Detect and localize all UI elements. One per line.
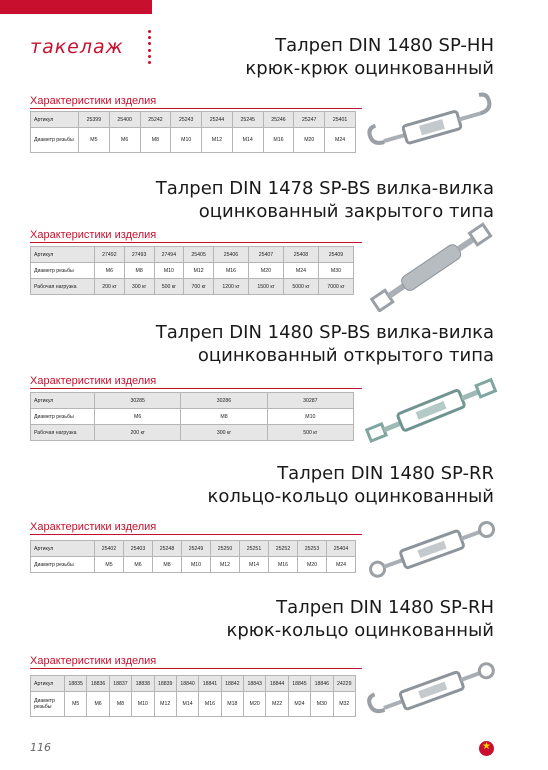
turnbuckle-jaw-closed-image xyxy=(362,222,502,312)
spec-table-hh xyxy=(30,111,356,153)
table-row: Артикул 27492 27493 27494 25405 25406 25407 25408 25409 xyxy=(31,247,354,263)
spec-table-rh xyxy=(30,675,356,717)
spec-table-bs-open xyxy=(30,392,354,441)
spec-header: Характеристики изделия xyxy=(30,521,157,533)
table-row: Рабочая нагрузка 200 кг 300 кг 500 кг 700 кг 1200 кг 1500 кг 5000 кг 7000 кг xyxy=(31,279,354,295)
china-flag-icon xyxy=(479,741,494,756)
table-row: Диаметр резьбы M5 M6 M8 M10 M12 M14 M16 M20 M24 xyxy=(31,128,356,153)
product-title-rh: Талреп DIN 1480 SP-RH крюк-кольцо оцинкованный xyxy=(226,597,494,641)
spec-divider xyxy=(30,388,362,389)
table-row: Артикул 30285 30286 30287 xyxy=(31,393,354,409)
table-row: Артикул 25402 25403 25248 25249 25250 25251 25252 25253 25404 xyxy=(31,541,356,557)
spec-header: Характеристики изделия xyxy=(30,375,157,387)
turnbuckle-hook-eye-image xyxy=(364,650,502,726)
spec-table-rr xyxy=(30,540,356,573)
product-title-bs-open: Талреп DIN 1480 SP-BS вилка-вилка оцинкованный открытого типа xyxy=(155,322,494,366)
turnbuckle-eye-eye-image xyxy=(364,514,502,584)
turnbuckle-hook-hook-image xyxy=(362,84,502,156)
table-row: Рабочая нагрузка 200 кг 300 кг 500 кг xyxy=(31,425,354,441)
spec-divider xyxy=(30,242,362,243)
table-row: Диаметр резьбы M6 M8 M10 xyxy=(31,409,354,425)
spec-table-bs-closed xyxy=(30,246,354,295)
spec-header: Характеристики изделия xyxy=(30,655,157,667)
table-row: Диаметр резьбы M5 M6 M8 M10 M12 M14 M16 M20 M24 xyxy=(31,557,356,573)
product-title-hh: Талреп DIN 1480 SP-HH крюк-крюк оцинкованный xyxy=(245,35,494,79)
table-row: Диаметр резьбы M6 M8 M10 M12 M16 M20 M24 M30 xyxy=(31,263,354,279)
table-row: Артикул 25399 25400 25242 25243 25244 25245 25246 25247 25401 xyxy=(31,112,356,128)
section-tag: такелаж xyxy=(30,36,124,58)
spec-header: Характеристики изделия xyxy=(30,95,157,107)
product-title-rr: Талреп DIN 1480 SP-RR кольцо-кольцо оцинкованный xyxy=(207,463,494,507)
spec-header: Характеристики изделия xyxy=(30,229,157,241)
table-row: Диаметр резьбы M5 M6 M8 M10 M12 M14 M16 M18 M20 M22 M24 M30 M32 xyxy=(31,692,356,717)
page-number: 116 xyxy=(30,741,51,754)
spec-divider xyxy=(30,108,362,109)
top-accent-bar xyxy=(0,0,152,14)
spec-divider xyxy=(30,534,362,535)
product-title-bs-closed: Талреп DIN 1478 SP-BS вилка-вилка оцинкованный закрытого типа xyxy=(155,178,494,222)
spec-divider xyxy=(30,668,362,669)
turnbuckle-jaw-open-image xyxy=(362,370,502,450)
section-divider-dots xyxy=(148,30,152,64)
table-row: Артикул 18835 18836 18837 18838 18839 18840 18841 18842 18843 18844 18845 18846 24229 xyxy=(31,676,356,692)
